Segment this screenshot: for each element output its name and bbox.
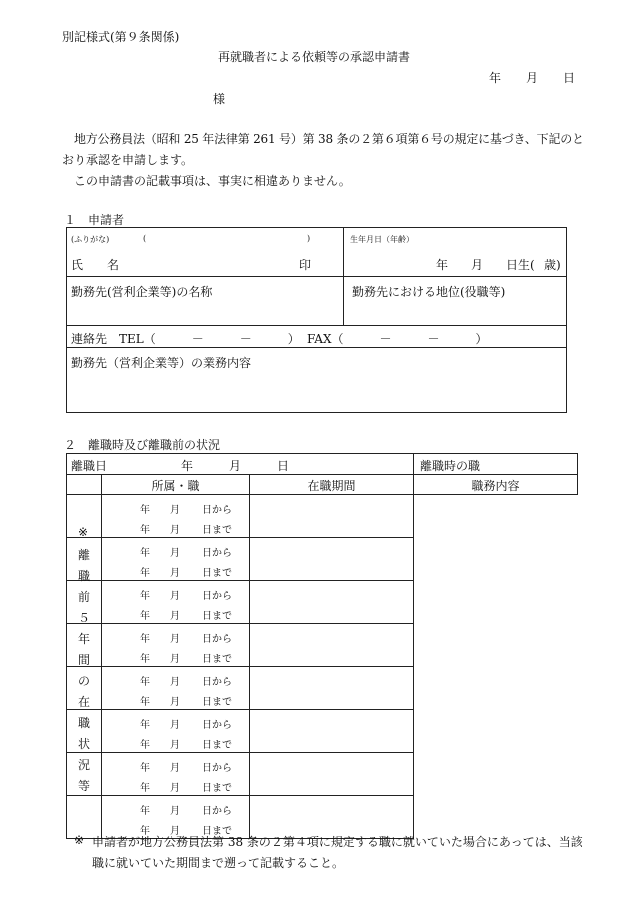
- section-2-heading: ２ 離職時及び離職前の状況: [64, 438, 221, 452]
- period-to-month: 月: [170, 654, 180, 665]
- date-year: 年: [489, 71, 502, 85]
- period-to-month: 月: [170, 783, 180, 794]
- duties-cell[interactable]: [250, 753, 414, 796]
- retire-post-label: 離職時の職: [420, 459, 481, 473]
- side-label-char: 況: [78, 758, 91, 772]
- side-label-char: ５: [78, 611, 91, 625]
- period-to-year: 年: [140, 568, 150, 579]
- period-to-month: 月: [170, 525, 180, 536]
- period-from-year: 年: [140, 548, 150, 559]
- period-from-day: 日から: [202, 763, 232, 774]
- period-cell[interactable]: [102, 667, 250, 710]
- birth-label: 生年月日（年齢）: [350, 235, 414, 244]
- period-from-day: 日から: [202, 720, 232, 731]
- duties-cell[interactable]: [250, 538, 414, 581]
- period-from-month: 月: [170, 505, 180, 516]
- duties-cell[interactable]: [250, 581, 414, 624]
- period-to-year: 年: [140, 740, 150, 751]
- period-from-year: 年: [140, 591, 150, 602]
- career-row: [67, 581, 578, 624]
- period-from-month: 月: [170, 548, 180, 559]
- period-cell[interactable]: [102, 624, 250, 667]
- period-from-year: 年: [140, 763, 150, 774]
- period-to-year: 年: [140, 654, 150, 665]
- period-to-year: 年: [140, 611, 150, 622]
- period-to-year: 年: [140, 697, 150, 708]
- birth-year: 年: [436, 258, 449, 272]
- page-title: 再就職者による依頼等の承認申請書: [218, 50, 411, 64]
- col-period-label: 在職期間: [307, 479, 356, 493]
- period-to-day: 日まで: [202, 525, 232, 536]
- side-label-char: の: [78, 674, 91, 688]
- form-label: 別記様式(第９条関係): [62, 30, 180, 44]
- contact-fax-label: FAX（ － － ）: [307, 332, 488, 346]
- period-to-day: 日まで: [202, 826, 232, 837]
- period-cell[interactable]: [102, 538, 250, 581]
- period-from-year: 年: [140, 634, 150, 645]
- career-row: [67, 495, 578, 538]
- period-to-day: 日まで: [202, 783, 232, 794]
- period-to-year: 年: [140, 826, 150, 837]
- employer-name-label: 勤務先(営利企業等)の名称: [71, 285, 213, 299]
- retire-year: 年: [181, 459, 194, 473]
- period-to-day: 日まで: [202, 611, 232, 622]
- period-cell[interactable]: [102, 581, 250, 624]
- period-to-day: 日まで: [202, 568, 232, 579]
- period-cell[interactable]: [102, 495, 250, 538]
- period-cell[interactable]: [102, 710, 250, 753]
- birth-cell: [344, 228, 567, 277]
- side-label-char: 等: [78, 779, 91, 793]
- retire-post-cell: [414, 454, 578, 475]
- period-to-day: 日まで: [202, 740, 232, 751]
- period-to-day: 日まで: [202, 697, 232, 708]
- footnote-mark: ※: [74, 833, 85, 847]
- col-duties-label: 職務内容: [471, 479, 520, 493]
- furigana-label: (ふりがな): [71, 235, 110, 244]
- career-row: [67, 753, 578, 796]
- name-label: 氏 名: [71, 258, 120, 272]
- retire-day: 日: [277, 459, 290, 473]
- period-from-month: 月: [170, 591, 180, 602]
- period-to-month: 月: [170, 740, 180, 751]
- period-to-month: 月: [170, 611, 180, 622]
- name-cell: [67, 228, 344, 277]
- career-row: [67, 624, 578, 667]
- period-from-month: 月: [170, 634, 180, 645]
- position-cell: [344, 277, 567, 326]
- paragraph-1-line-1: 地方公務員法（昭和 25 年法律第 261 号）第 38 条の２第６項第６号の規定に基づき、下記のと: [74, 132, 584, 146]
- addressee-suffix: 様: [213, 92, 226, 106]
- period-from-year: 年: [140, 505, 150, 516]
- period-to-year: 年: [140, 525, 150, 536]
- period-from-day: 日から: [202, 806, 232, 817]
- retire-date-cell: [67, 454, 414, 475]
- period-from-day: 日から: [202, 591, 232, 602]
- position-label: 勤務先における地位(役職等): [352, 285, 506, 299]
- furigana-close: ): [307, 234, 311, 243]
- contact-tel-label: 連絡先 TEL（ － － ）: [71, 332, 300, 346]
- period-to-year: 年: [140, 783, 150, 794]
- period-cell[interactable]: [102, 753, 250, 796]
- side-label-char: 状: [78, 737, 91, 751]
- side-label-char: 間: [78, 653, 91, 667]
- period-to-month: 月: [170, 826, 180, 837]
- period-to-day: 日まで: [202, 654, 232, 665]
- paragraph-1-line-2: おり承認を申請します。: [62, 153, 194, 167]
- period-from-month: 月: [170, 720, 180, 731]
- birth-day: 日生(: [506, 258, 535, 272]
- col-duties-header: [414, 475, 578, 495]
- career-table: [66, 453, 578, 839]
- seal-mark: 印: [299, 258, 312, 272]
- section-1-heading: １ 申請者: [64, 213, 125, 227]
- date-month: 月: [526, 71, 539, 85]
- side-label-char: 前: [78, 590, 91, 604]
- period-from-day: 日から: [202, 634, 232, 645]
- period-from-month: 月: [170, 677, 180, 688]
- employer-name-cell: [67, 277, 344, 326]
- furigana-open: (: [143, 234, 147, 243]
- footnote-line-2: 職に就いていた期間まで遡って記載すること。: [92, 856, 345, 870]
- career-row: [67, 667, 578, 710]
- col-affiliation-header: [102, 475, 250, 495]
- career-row: [67, 538, 578, 581]
- col-affiliation-label: 所属・職: [151, 479, 200, 493]
- duties-cell[interactable]: [250, 710, 414, 753]
- side-label-char: ※: [78, 525, 89, 539]
- side-label-char: 職: [78, 569, 91, 583]
- side-label-char: 年: [78, 632, 91, 646]
- date-day: 日: [563, 71, 576, 85]
- period-from-year: 年: [140, 677, 150, 688]
- col-period-header: [250, 475, 414, 495]
- contact-cell: [67, 326, 567, 348]
- period-from-day: 日から: [202, 505, 232, 516]
- side-label-cell: [67, 475, 102, 793]
- side-label-char: 職: [78, 716, 91, 730]
- duties-cell[interactable]: [250, 667, 414, 710]
- period-from-month: 月: [170, 763, 180, 774]
- period-from-month: 月: [170, 806, 180, 817]
- period-to-month: 月: [170, 568, 180, 579]
- duties-cell[interactable]: [250, 495, 414, 538]
- period-from-year: 年: [140, 806, 150, 817]
- career-row: [67, 710, 578, 753]
- period-to-month: 月: [170, 697, 180, 708]
- business-label: 勤務先（営利企業等）の業務内容: [71, 356, 252, 370]
- business-cell: [67, 348, 567, 413]
- birth-month: 月: [471, 258, 484, 272]
- birth-age: 歳): [544, 258, 561, 272]
- period-from-year: 年: [140, 720, 150, 731]
- side-label-char: 在: [78, 695, 91, 709]
- retire-date-label: 離職日: [71, 459, 108, 473]
- side-label-char: 離: [78, 548, 91, 562]
- footnote-line-1: 申請者が地方公務員法第 38 条の２第４項に規定する職に就いていた場合にあっては、当該: [92, 835, 583, 849]
- period-from-day: 日から: [202, 677, 232, 688]
- applicant-table: [66, 227, 567, 413]
- duties-cell[interactable]: [250, 624, 414, 667]
- retire-month: 月: [229, 459, 242, 473]
- paragraph-2: この申請書の記載事項は、事実に相違ありません。: [74, 174, 351, 188]
- period-from-day: 日から: [202, 548, 232, 559]
